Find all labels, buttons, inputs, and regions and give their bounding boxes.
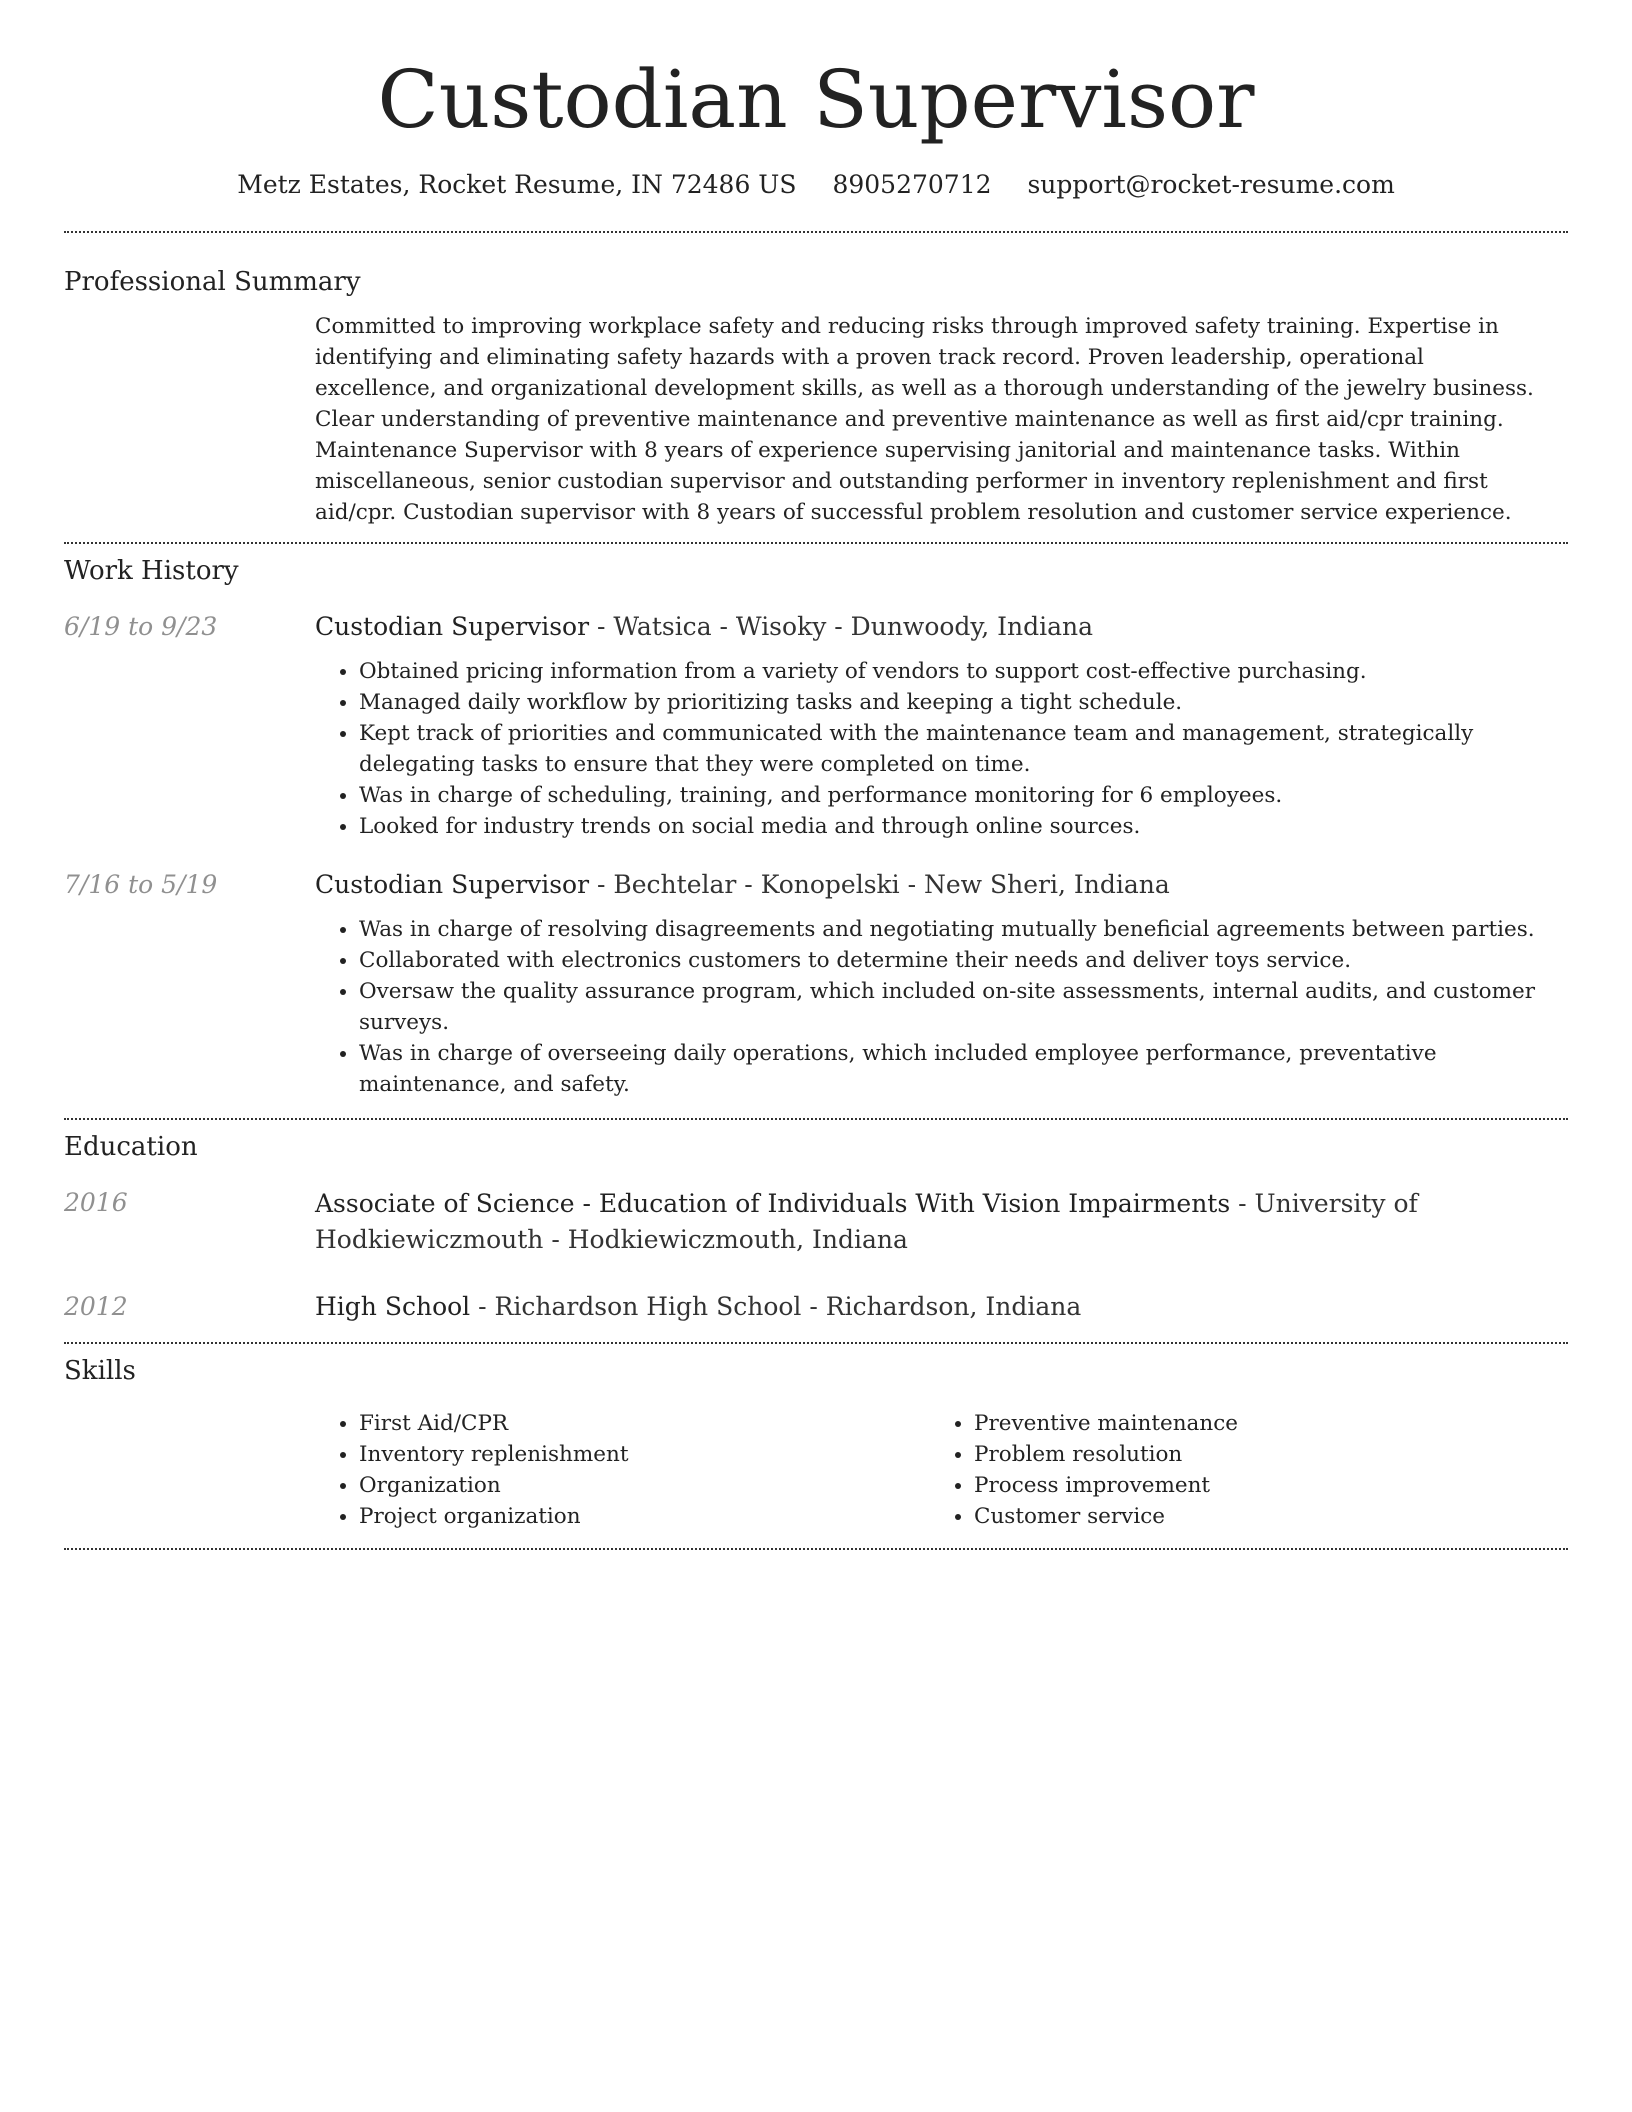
- summary-heading: Professional Summary: [64, 267, 361, 297]
- education-heading: Education: [64, 1132, 198, 1162]
- skill-item: • Inventory replenishment: [359, 1439, 930, 1470]
- job-details: - Bechtelar - Konopelski - New Sheri, Indiana: [589, 870, 1170, 899]
- summary-text: Committed to improving workplace safety and reducing risks through improved safety training. Expertise in identifying and eliminating safety hazards with a proven track record. Proven leadership, operational excellence, and organizational development skills, as well as a thorough understanding of the jewelry business. Clear understanding of preventive maintenance and preventive maintenance as well as first aid/cpr training. Maintenance Supervisor with 8 years of experience supervising janitorial and maintenance tasks. Within miscellaneous, senior custodian supervisor and outstanding performer in inventory replenishment and first aid/cpr. Custodian supervisor with 8 years of successful problem resolution and customer service experience.: [315, 314, 1534, 525]
- skill-item: • First Aid/CPR: [359, 1408, 930, 1439]
- job-bullet: • Obtained pricing information from a variety of vendors to support cost-effective purchasing.: [359, 656, 1568, 687]
- skill-item: • Process improvement: [974, 1470, 1545, 1501]
- contact-line: [64, 168, 1568, 202]
- education-title: [315, 1290, 1568, 1324]
- job-role: Custodian Supervisor: [315, 870, 590, 899]
- job-bullet: • Kept track of priorities and communicated with the maintenance team and management, strategically delegating tasks to ensure that they were completed on time.: [359, 718, 1568, 780]
- divider: [64, 542, 1568, 544]
- divider: [64, 1342, 1568, 1344]
- job-bullet: • Was in charge of resolving disagreements and negotiating mutually beneficial agreements between parties.: [359, 914, 1568, 945]
- education-details: - Richardson High School - Richardson, Indiana: [470, 1292, 1082, 1321]
- job-bullet: • Looked for industry trends on social media and through online sources.: [359, 811, 1568, 842]
- work-heading: Work History: [64, 556, 239, 586]
- skills-list-left: [315, 1408, 930, 1532]
- education-section: [64, 1130, 1568, 1324]
- education-year: 2012: [64, 1292, 128, 1321]
- divider: [64, 1548, 1568, 1550]
- job-entry: [64, 868, 1568, 1100]
- skills-spacer: [64, 1408, 315, 1532]
- job-bullet: • Collaborated with electronics customers to determine their needs and deliver toys service.: [359, 945, 1568, 976]
- education-title: [315, 1186, 1568, 1258]
- summary-section: [64, 265, 1568, 528]
- resume-page: [64, 0, 1568, 1550]
- skills-section: [64, 1354, 1568, 1532]
- skill-item: • Project organization: [359, 1501, 930, 1532]
- work-section: [64, 554, 1568, 1100]
- summary-spacer: [64, 311, 315, 528]
- education-degree: Associate of Science - Education of Individuals With Vision Impairments: [315, 1189, 1231, 1218]
- job-title: [315, 610, 1568, 644]
- skills-list-right: [930, 1408, 1545, 1532]
- skill-item: • Problem resolution: [974, 1439, 1545, 1470]
- job-role: Custodian Supervisor: [315, 612, 590, 641]
- education-entry: [64, 1290, 1568, 1324]
- education-details: - University of Hodkiewiczmouth - Hodkiewiczmouth, Indiana: [315, 1189, 1418, 1254]
- skill-item: • Preventive maintenance: [974, 1408, 1545, 1439]
- education-degree: High School: [315, 1292, 471, 1321]
- job-bullet: • Was in charge of scheduling, training, and performance monitoring for 6 employees.: [359, 780, 1568, 811]
- skill-item: • Organization: [359, 1470, 930, 1501]
- job-bullet: • Was in charge of overseeing daily operations, which included employee performance, preventative maintenance, and safety.: [359, 1038, 1568, 1100]
- education-entry: [64, 1186, 1568, 1258]
- skill-item: • Customer service: [974, 1501, 1545, 1532]
- job-dates: 7/16 to 5/19: [64, 870, 218, 899]
- divider: [64, 1118, 1568, 1120]
- contact-address: Metz Estates, Rocket Resume, IN 72486 US: [237, 170, 797, 199]
- job-bullets: [315, 656, 1568, 842]
- contact-email: support@rocket-resume.com: [1027, 170, 1395, 199]
- education-year: 2016: [64, 1188, 128, 1217]
- job-bullets: [315, 914, 1568, 1100]
- divider: [64, 231, 1568, 233]
- job-dates: 6/19 to 9/23: [64, 612, 218, 641]
- resume-name: Custodian Supervisor: [377, 53, 1255, 146]
- job-bullet: • Oversaw the quality assurance program, which included on-site assessments, internal audits, and customer surveys.: [359, 976, 1568, 1038]
- job-entry: [64, 610, 1568, 842]
- job-title: [315, 868, 1568, 902]
- contact-phone: 8905270712: [832, 170, 992, 199]
- skills-heading: Skills: [64, 1356, 136, 1386]
- job-bullet: • Managed daily workflow by prioritizing tasks and keeping a tight schedule.: [359, 687, 1568, 718]
- job-details: - Watsica - Wisoky - Dunwoody, Indiana: [589, 612, 1094, 641]
